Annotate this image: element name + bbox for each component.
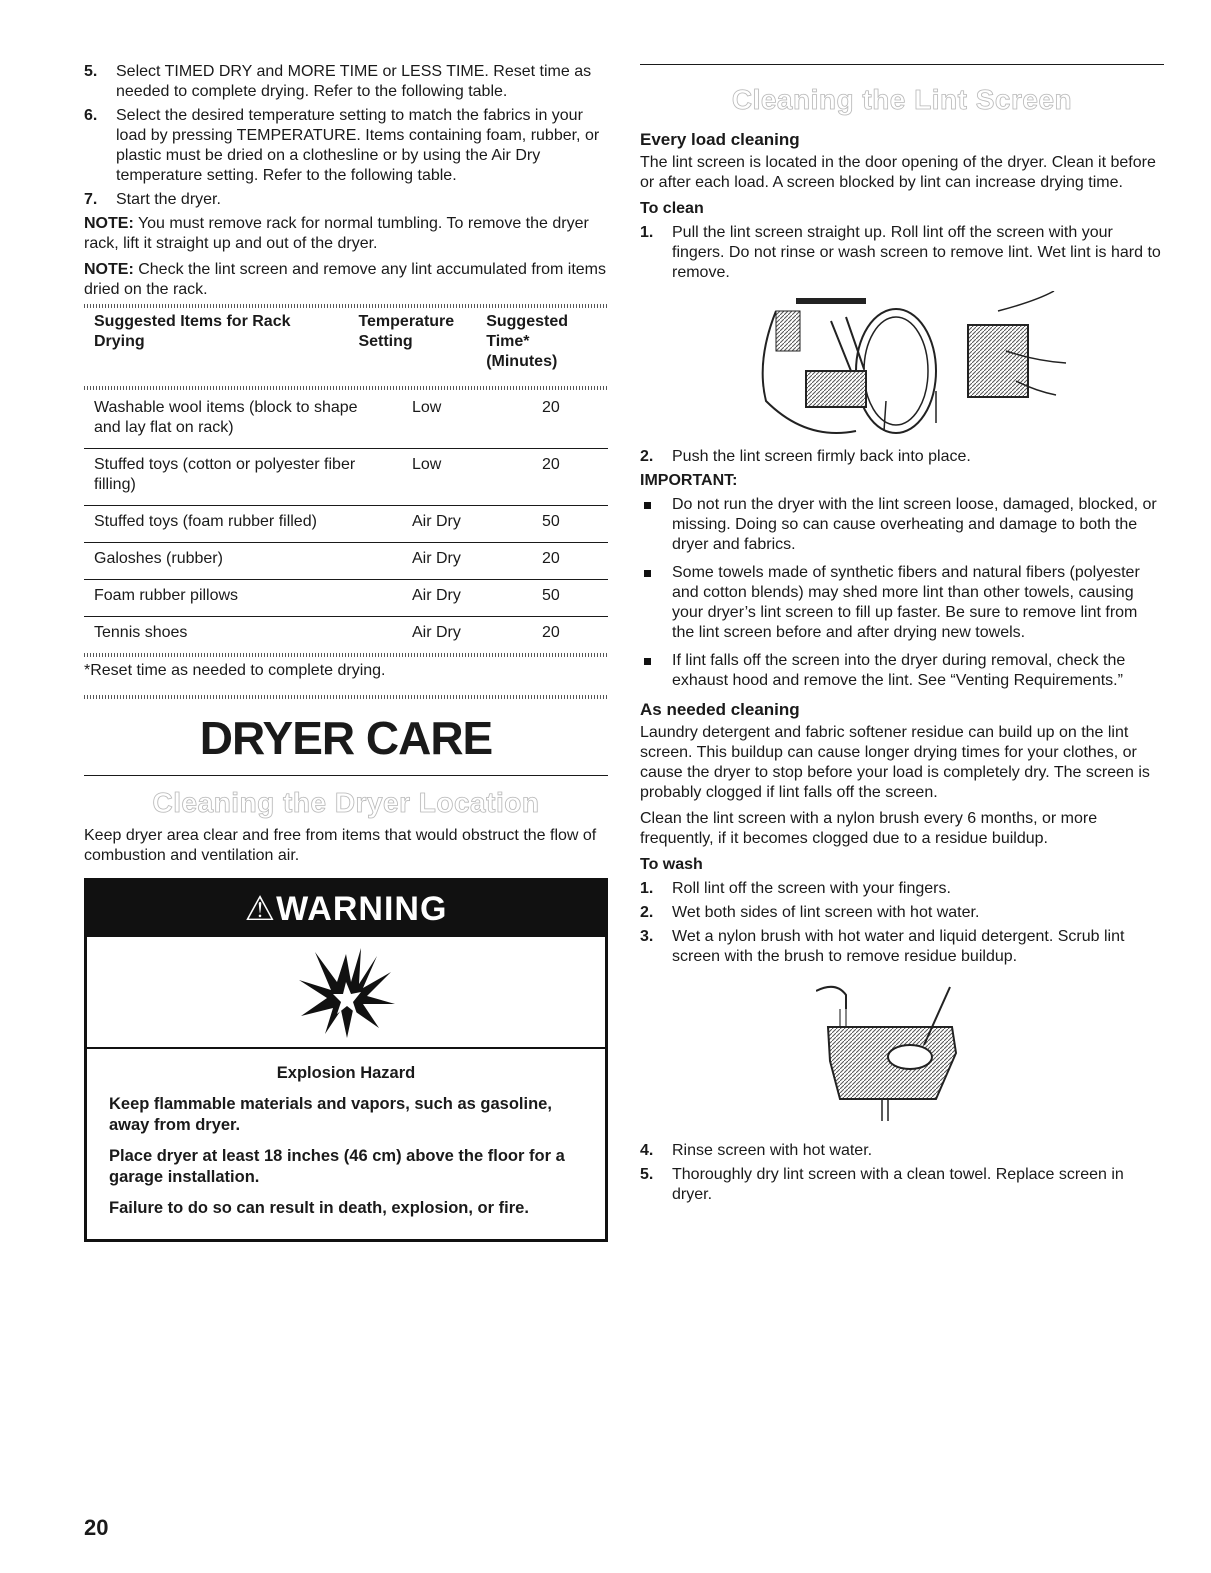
hazard-title: Explosion Hazard	[276, 1064, 416, 1082]
left-column	[84, 62, 608, 1242]
to-clean-steps-b	[640, 447, 1164, 467]
step-text: Roll lint off the screen with your fingers.	[672, 880, 951, 897]
note-text: You must remove rack for normal tumbling. To remove the dryer rack, lift it straight up and out of the dryer.	[84, 215, 589, 252]
right-column	[640, 64, 1164, 1209]
step-text: Select TIMED DRY and MORE TIME or LESS TIME. Reset time as needed to complete drying. Refer to the following table.	[116, 63, 592, 100]
explosion-icon	[87, 937, 605, 1049]
bullet-item: Some towels made of synthetic fibers and natural fibers (polyester and cotton blends) may shed more lint than other towels, causing your dryer’s lint screen to fill up faster. Be sure to remove lint from the lint screen before and after drying new towels.	[640, 563, 1164, 643]
to-wash-steps-a	[640, 879, 1164, 967]
to-wash-label: To wash	[640, 856, 703, 873]
cell-temperature: Air Dry	[402, 506, 532, 543]
step-item	[640, 447, 1164, 467]
table-row	[84, 506, 608, 543]
note-label: NOTE:	[84, 261, 134, 278]
lint-screen-removal-illustration	[736, 291, 1164, 441]
step-item	[640, 879, 1164, 899]
location-text: Keep dryer area clear and free from items that would obstruct the flow of combustion and ventilation air.	[84, 827, 597, 864]
warning-body	[87, 1049, 605, 1239]
cell-time: 20	[542, 624, 560, 641]
step-text: Select the desired temperature setting to match the fabrics in your load by pressing TEMPERATURE. Items containing foam, rubber, or plastic must be dried on a clothesline or by using the Air Dry temperature setting. Refer to the following table.	[116, 107, 600, 184]
page-number: 20	[84, 1515, 109, 1540]
warning-line: Failure to do so can result in death, explosion, or fire.	[109, 1199, 529, 1217]
table-header-rule	[84, 386, 608, 390]
table-row	[84, 392, 608, 449]
cell-temperature: Air Dry	[402, 580, 532, 617]
table-row	[84, 617, 608, 654]
col-header-temperature: Temperature Setting	[358, 313, 455, 350]
warning-label: WARNING	[276, 890, 448, 928]
table-header-row	[84, 310, 608, 386]
step-text: Wet both sides of lint screen with hot water.	[672, 904, 980, 921]
step-number: 1.	[640, 224, 654, 241]
important-label: IMPORTANT:	[640, 472, 738, 489]
step-item	[84, 62, 608, 102]
step-text: Start the dryer.	[116, 191, 221, 208]
step-item	[640, 223, 1164, 283]
heading-rule	[640, 64, 1164, 65]
as-needed-text: Laundry detergent and fabric softener residue can build up on the lint screen. This buildup can cause longer drying times for your clothes, or cause the dryer to stop before your load is completely dry. The screen is probably clogged if lint falls off the screen.	[640, 724, 1150, 801]
rack-drying-table-body	[84, 392, 608, 653]
note-rack-removal	[84, 214, 608, 254]
table-bottom-rule	[84, 653, 608, 657]
step-text: Thoroughly dry lint screen with a clean towel. Replace screen in dryer.	[672, 1166, 1124, 1203]
step-number: 2.	[640, 448, 654, 465]
cell-time: 50	[532, 580, 608, 617]
table-row	[84, 449, 608, 506]
to-clean-label: To clean	[640, 200, 704, 217]
step-item	[640, 1165, 1164, 1205]
table-top-rule	[84, 304, 608, 308]
step-item	[84, 190, 608, 210]
section-title-dryer-care: DRYER CARE	[199, 712, 493, 764]
step-number: 7.	[84, 191, 98, 208]
warning-header	[87, 881, 605, 937]
cell-item: Stuffed toys (cotton or polyester fiber filling)	[84, 449, 402, 506]
cell-temperature: Air Dry	[402, 543, 532, 580]
to-wash-steps-b	[640, 1141, 1164, 1205]
step-item	[640, 927, 1164, 967]
step-item	[640, 1141, 1164, 1161]
step-number: 3.	[640, 928, 654, 945]
rack-dry-steps	[84, 62, 608, 210]
heading-cleaning-dryer-location: Cleaning the Dryer Location	[152, 787, 540, 818]
as-needed-text: Clean the lint screen with a nylon brush every 6 months, or more frequently, if it becomes clogged due to a residue buildup.	[640, 810, 1098, 847]
step-text: Pull the lint screen straight up. Roll lint off the screen with your fingers. Do not rinse or wash screen to remove lint. Wet lint is hard to remove.	[672, 224, 1161, 281]
cell-temperature: Low	[402, 449, 532, 506]
cell-item: Stuffed toys (foam rubber filled)	[84, 506, 402, 543]
as-needed-title: As needed cleaning	[640, 700, 800, 719]
step-number: 6.	[84, 107, 98, 124]
step-number: 5.	[640, 1166, 654, 1183]
warning-line: Keep flammable materials and vapors, such as gasoline, away from dryer.	[109, 1095, 552, 1134]
section-rule	[84, 695, 608, 699]
every-load-title: Every load cleaning	[640, 130, 800, 149]
cell-time: 20	[532, 543, 608, 580]
warning-box	[84, 878, 608, 1242]
cell-item: Galoshes (rubber)	[84, 543, 402, 580]
step-item	[640, 903, 1164, 923]
cell-time: 20	[532, 449, 608, 506]
note-text: Check the lint screen and remove any lint accumulated from items dried on the rack.	[84, 261, 606, 298]
step-item	[84, 106, 608, 186]
warning-triangle-icon: ⚠	[244, 890, 277, 928]
cell-item: Tennis shoes	[94, 624, 188, 641]
note-label: NOTE:	[84, 215, 134, 232]
step-text: Rinse screen with hot water.	[672, 1142, 873, 1159]
step-number: 1.	[640, 880, 654, 897]
step-number: 4.	[640, 1142, 654, 1159]
step-text: Wet a nylon brush with hot water and liquid detergent. Scrub lint screen with the brush to remove residue buildup.	[672, 928, 1125, 965]
every-load-text: The lint screen is located in the door opening of the dryer. Clean it before or after each load. A screen blocked by lint can increase drying time.	[640, 154, 1156, 191]
col-header-time: Suggested Time* (Minutes)	[486, 313, 568, 370]
step-number: 2.	[640, 904, 654, 921]
step-text: Push the lint screen firmly back into place.	[672, 448, 971, 465]
cell-time: 20	[532, 392, 608, 449]
bullet-item: Do not run the dryer with the lint screen loose, damaged, blocked, or missing. Doing so can cause overheating and damage to both the dryer and fabrics.	[640, 495, 1164, 555]
cell-item: Washable wool items (block to shape and lay flat on rack)	[84, 392, 402, 449]
heading-cleaning-lint-screen: Cleaning the Lint Screen	[731, 84, 1073, 115]
bullet-item: If lint falls off the screen into the dryer during removal, check the exhaust hood and remove the lint. See “Venting Requirements.”	[640, 651, 1164, 691]
lint-screen-washing-illustration	[816, 981, 1164, 1131]
step-number: 5.	[84, 63, 98, 80]
cell-temperature: Low	[402, 392, 532, 449]
table-footnote: *Reset time as needed to complete drying.	[84, 662, 386, 679]
cell-item: Foam rubber pillows	[84, 580, 402, 617]
table-row	[84, 580, 608, 617]
rack-drying-table	[84, 310, 608, 386]
to-clean-steps-a	[640, 223, 1164, 283]
heading-rule	[84, 775, 608, 776]
table-row	[84, 543, 608, 580]
cell-temperature: Air Dry	[412, 624, 461, 641]
warning-line: Place dryer at least 18 inches (46 cm) above the floor for a garage installation.	[109, 1147, 565, 1186]
important-bullets	[640, 495, 1164, 691]
note-lint-check	[84, 260, 608, 300]
cell-time: 50	[532, 506, 608, 543]
col-header-items: Suggested Items for Rack Drying	[94, 313, 291, 350]
